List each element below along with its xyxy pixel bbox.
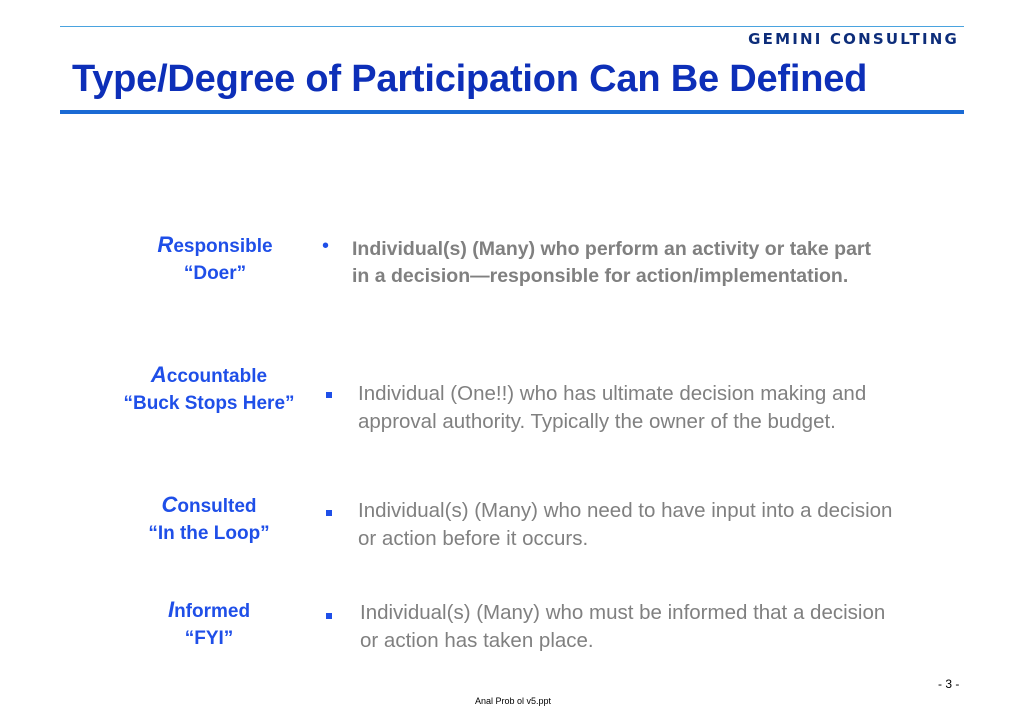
title-underline bbox=[60, 110, 964, 114]
term-rest: onsulted bbox=[177, 496, 257, 517]
description-line: Individual(s) (Many) who must be informed that a decision bbox=[360, 601, 886, 624]
term-initial: A bbox=[150, 362, 167, 387]
bullet-dot: • bbox=[322, 235, 330, 257]
description-line: Individual(s) (Many) who need to have input into a decision bbox=[358, 499, 893, 522]
description-line: Individual (One!!) who has ultimate decision making and bbox=[358, 382, 867, 405]
description-line: or action before it occurs. bbox=[358, 527, 589, 550]
company-logo: GEMINI CONSULTING bbox=[748, 30, 959, 48]
term-rest: nformed bbox=[174, 601, 251, 622]
term-subtitle: “In the Loop” bbox=[148, 523, 270, 544]
term-responsible bbox=[120, 231, 310, 287]
term-initial: I bbox=[167, 597, 175, 622]
description-line: approval authority. Typically the owner of the budget. bbox=[358, 410, 836, 433]
header-top-rule bbox=[60, 26, 964, 27]
description-line: in a decision—responsible for action/implementation. bbox=[352, 265, 849, 287]
bullet-square bbox=[326, 510, 332, 516]
term-accountable bbox=[96, 361, 322, 417]
description-informed bbox=[360, 599, 885, 655]
term-consulted bbox=[112, 491, 306, 547]
footer-filename: Anal Prob ol v5.ppt bbox=[475, 696, 552, 706]
slide-title: Type/Degree of Participation Can Be Defined bbox=[72, 58, 868, 100]
description-line: or action has taken place. bbox=[360, 629, 594, 652]
bullet-square bbox=[326, 613, 332, 619]
term-informed bbox=[120, 596, 298, 652]
term-initial: R bbox=[157, 232, 174, 257]
description-accountable bbox=[358, 380, 866, 436]
term-subtitle: “Doer” bbox=[183, 263, 247, 284]
term-rest: esponsible bbox=[173, 236, 273, 257]
term-rest: ccountable bbox=[166, 366, 268, 387]
page-number: - 3 - bbox=[938, 677, 960, 691]
description-line: Individual(s) (Many) who perform an activity or take part bbox=[352, 238, 872, 260]
description-responsible bbox=[352, 236, 871, 290]
term-subtitle: “Buck Stops Here” bbox=[123, 393, 295, 414]
term-subtitle: “FYI” bbox=[184, 628, 234, 649]
term-initial: C bbox=[161, 492, 178, 517]
description-consulted bbox=[358, 497, 892, 553]
bullet-square bbox=[326, 392, 332, 398]
